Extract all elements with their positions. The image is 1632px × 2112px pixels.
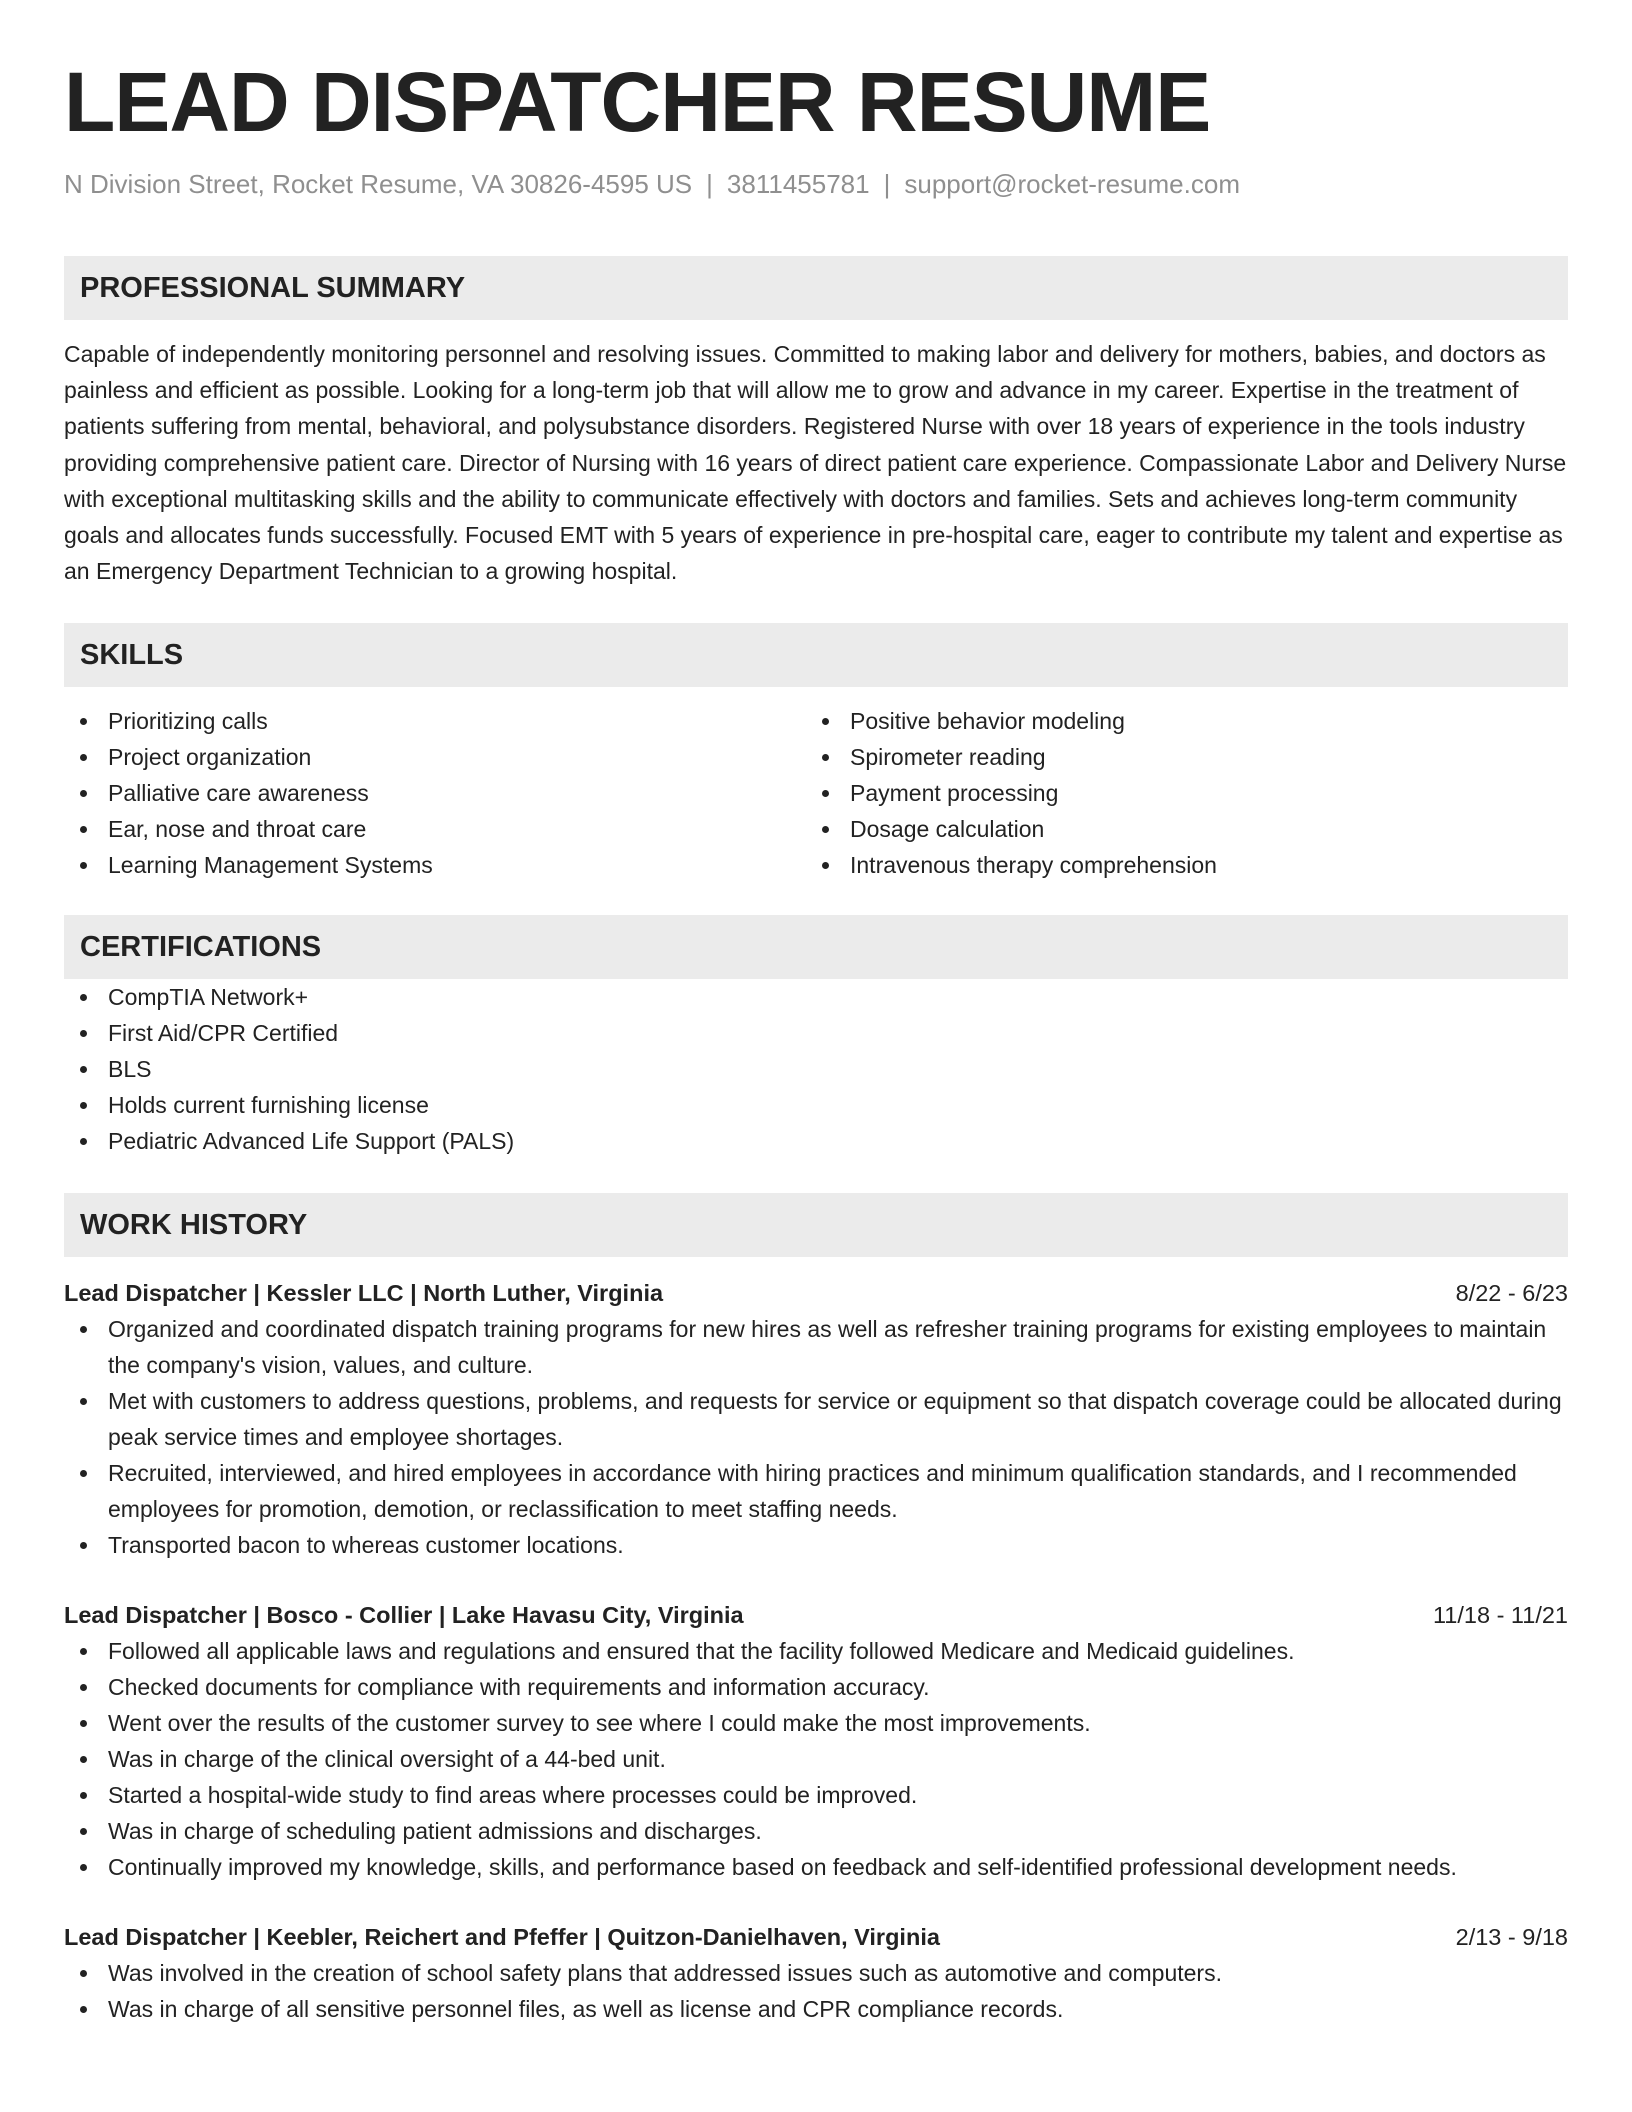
section-heading-certifications: CERTIFICATIONS xyxy=(64,915,1568,979)
contact-phone: 3811455781 xyxy=(726,169,870,199)
job-header xyxy=(64,1919,1568,1955)
job-duty: Was involved in the creation of school safety plans that addressed issues such as automotive and computers. xyxy=(64,1955,1568,1991)
skill-item: Prioritizing calls xyxy=(64,703,806,739)
resume-page xyxy=(64,52,1568,2027)
certification-item: Holds current furnishing license xyxy=(64,1087,1568,1123)
certification-item: CompTIA Network+ xyxy=(64,979,1568,1015)
summary-text: Capable of independently monitoring personnel and resolving issues. Committed to making labor and delivery for mothers, babies, and doctors as painless and efficient as possible. Looking for a long-term job that will allow me to grow and advance in my career. Expertise in the treatment of patients suffering from mental, behavioral, and polysubstance disorders. Registered Nurse with over 18 years of experience in the tools industry providing comprehensive patient care. Director of Nursing with 16 years of direct patient care experience. Compassionate Labor and Delivery Nurse with exceptional multitasking skills and the ability to communicate effectively with doctors and families. Sets and achieves long-term community goals and allocates funds successfully. Focused EMT with 5 years of experience in pre-hospital care, eager to contribute my talent and expertise as an Emergency Department Technician to a growing hospital. xyxy=(64,341,1567,585)
job-duty: Continually improved my knowledge, skills, and performance based on feedback and self-identified professional development needs. xyxy=(64,1849,1568,1885)
contact-email: support@rocket-resume.com xyxy=(904,169,1240,199)
skill-item: Project organization xyxy=(64,739,806,775)
job-duty: Was in charge of all sensitive personnel files, as well as license and CPR compliance records. xyxy=(64,1991,1568,2027)
contact-separator: | xyxy=(706,169,713,199)
resume-title: LEAD DISPATCHER RESUME xyxy=(64,55,1211,149)
skill-item: Ear, nose and throat care xyxy=(64,811,806,847)
job-entry xyxy=(64,1597,1568,1885)
skill-item: Payment processing xyxy=(806,775,1548,811)
skills-list-right xyxy=(806,703,1548,883)
job-duty: Followed all applicable laws and regulations and ensured that the facility followed Medicare and Medicaid guidelines. xyxy=(64,1633,1568,1669)
certification-item: Pediatric Advanced Life Support (PALS) xyxy=(64,1123,1568,1159)
certifications-list xyxy=(64,979,1568,1159)
job-entry xyxy=(64,1275,1568,1563)
job-dates: 11/18 - 11/21 xyxy=(1432,1602,1568,1629)
job-duty: Met with customers to address questions, problems, and requests for service or equipment so that dispatch coverage could be allocated during peak service times and employee shortages. xyxy=(64,1383,1568,1455)
certification-item: First Aid/CPR Certified xyxy=(64,1015,1568,1051)
job-duty: Started a hospital-wide study to find areas where processes could be improved. xyxy=(64,1777,1568,1813)
job-title: Lead Dispatcher | Keebler, Reichert and Pfeffer | Quitzon-Danielhaven, Virginia xyxy=(64,1924,940,1951)
job-duty: Went over the results of the customer survey to see where I could make the most improvements. xyxy=(64,1705,1568,1741)
job-duty: Was in charge of the clinical oversight of a 44-bed unit. xyxy=(64,1741,1568,1777)
contact-line xyxy=(64,166,1568,202)
section-heading-work-history: WORK HISTORY xyxy=(64,1193,1568,1257)
contact-separator: | xyxy=(883,169,891,199)
job-duty: Was in charge of scheduling patient admissions and discharges. xyxy=(64,1813,1568,1849)
skill-item: Spirometer reading xyxy=(806,739,1548,775)
job-duty: Checked documents for compliance with requirements and information accuracy. xyxy=(64,1669,1568,1705)
job-duty: Transported bacon to whereas customer locations. xyxy=(64,1527,1568,1563)
job-entry xyxy=(64,1919,1568,2027)
skill-item: Palliative care awareness xyxy=(64,775,806,811)
job-title: Lead Dispatcher | Bosco - Collier | Lake Havasu City, Virginia xyxy=(64,1602,744,1629)
job-title: Lead Dispatcher | Kessler LLC | North Luther, Virginia xyxy=(64,1280,664,1307)
job-duty: Organized and coordinated dispatch training programs for new hires as well as refresher training programs for existing employees to maintain the company's vision, values, and culture. xyxy=(64,1311,1568,1383)
skills-columns xyxy=(64,703,1568,883)
skill-item: Dosage calculation xyxy=(806,811,1548,847)
job-header xyxy=(64,1275,1568,1311)
section-heading-summary: PROFESSIONAL SUMMARY xyxy=(64,256,1568,320)
contact-address: N Division Street, Rocket Resume, VA 30826-4595 US xyxy=(64,169,693,199)
skill-item: Positive behavior modeling xyxy=(806,703,1548,739)
job-duties-list xyxy=(64,1633,1568,1885)
job-dates: 8/22 - 6/23 xyxy=(1455,1280,1568,1307)
job-header xyxy=(64,1597,1568,1633)
section-heading-skills: SKILLS xyxy=(64,623,1568,687)
skills-list-left xyxy=(64,703,806,883)
job-duty: Recruited, interviewed, and hired employees in accordance with hiring practices and minimum qualification standards, and I recommended employees for promotion, demotion, or reclassification to meet staffing needs. xyxy=(64,1455,1568,1527)
job-duties-list xyxy=(64,1955,1568,2027)
skill-item: Intravenous therapy comprehension xyxy=(806,847,1548,883)
skill-item: Learning Management Systems xyxy=(64,847,806,883)
certification-item: BLS xyxy=(64,1051,1568,1087)
job-dates: 2/13 - 9/18 xyxy=(1455,1924,1568,1951)
job-duties-list xyxy=(64,1311,1568,1563)
